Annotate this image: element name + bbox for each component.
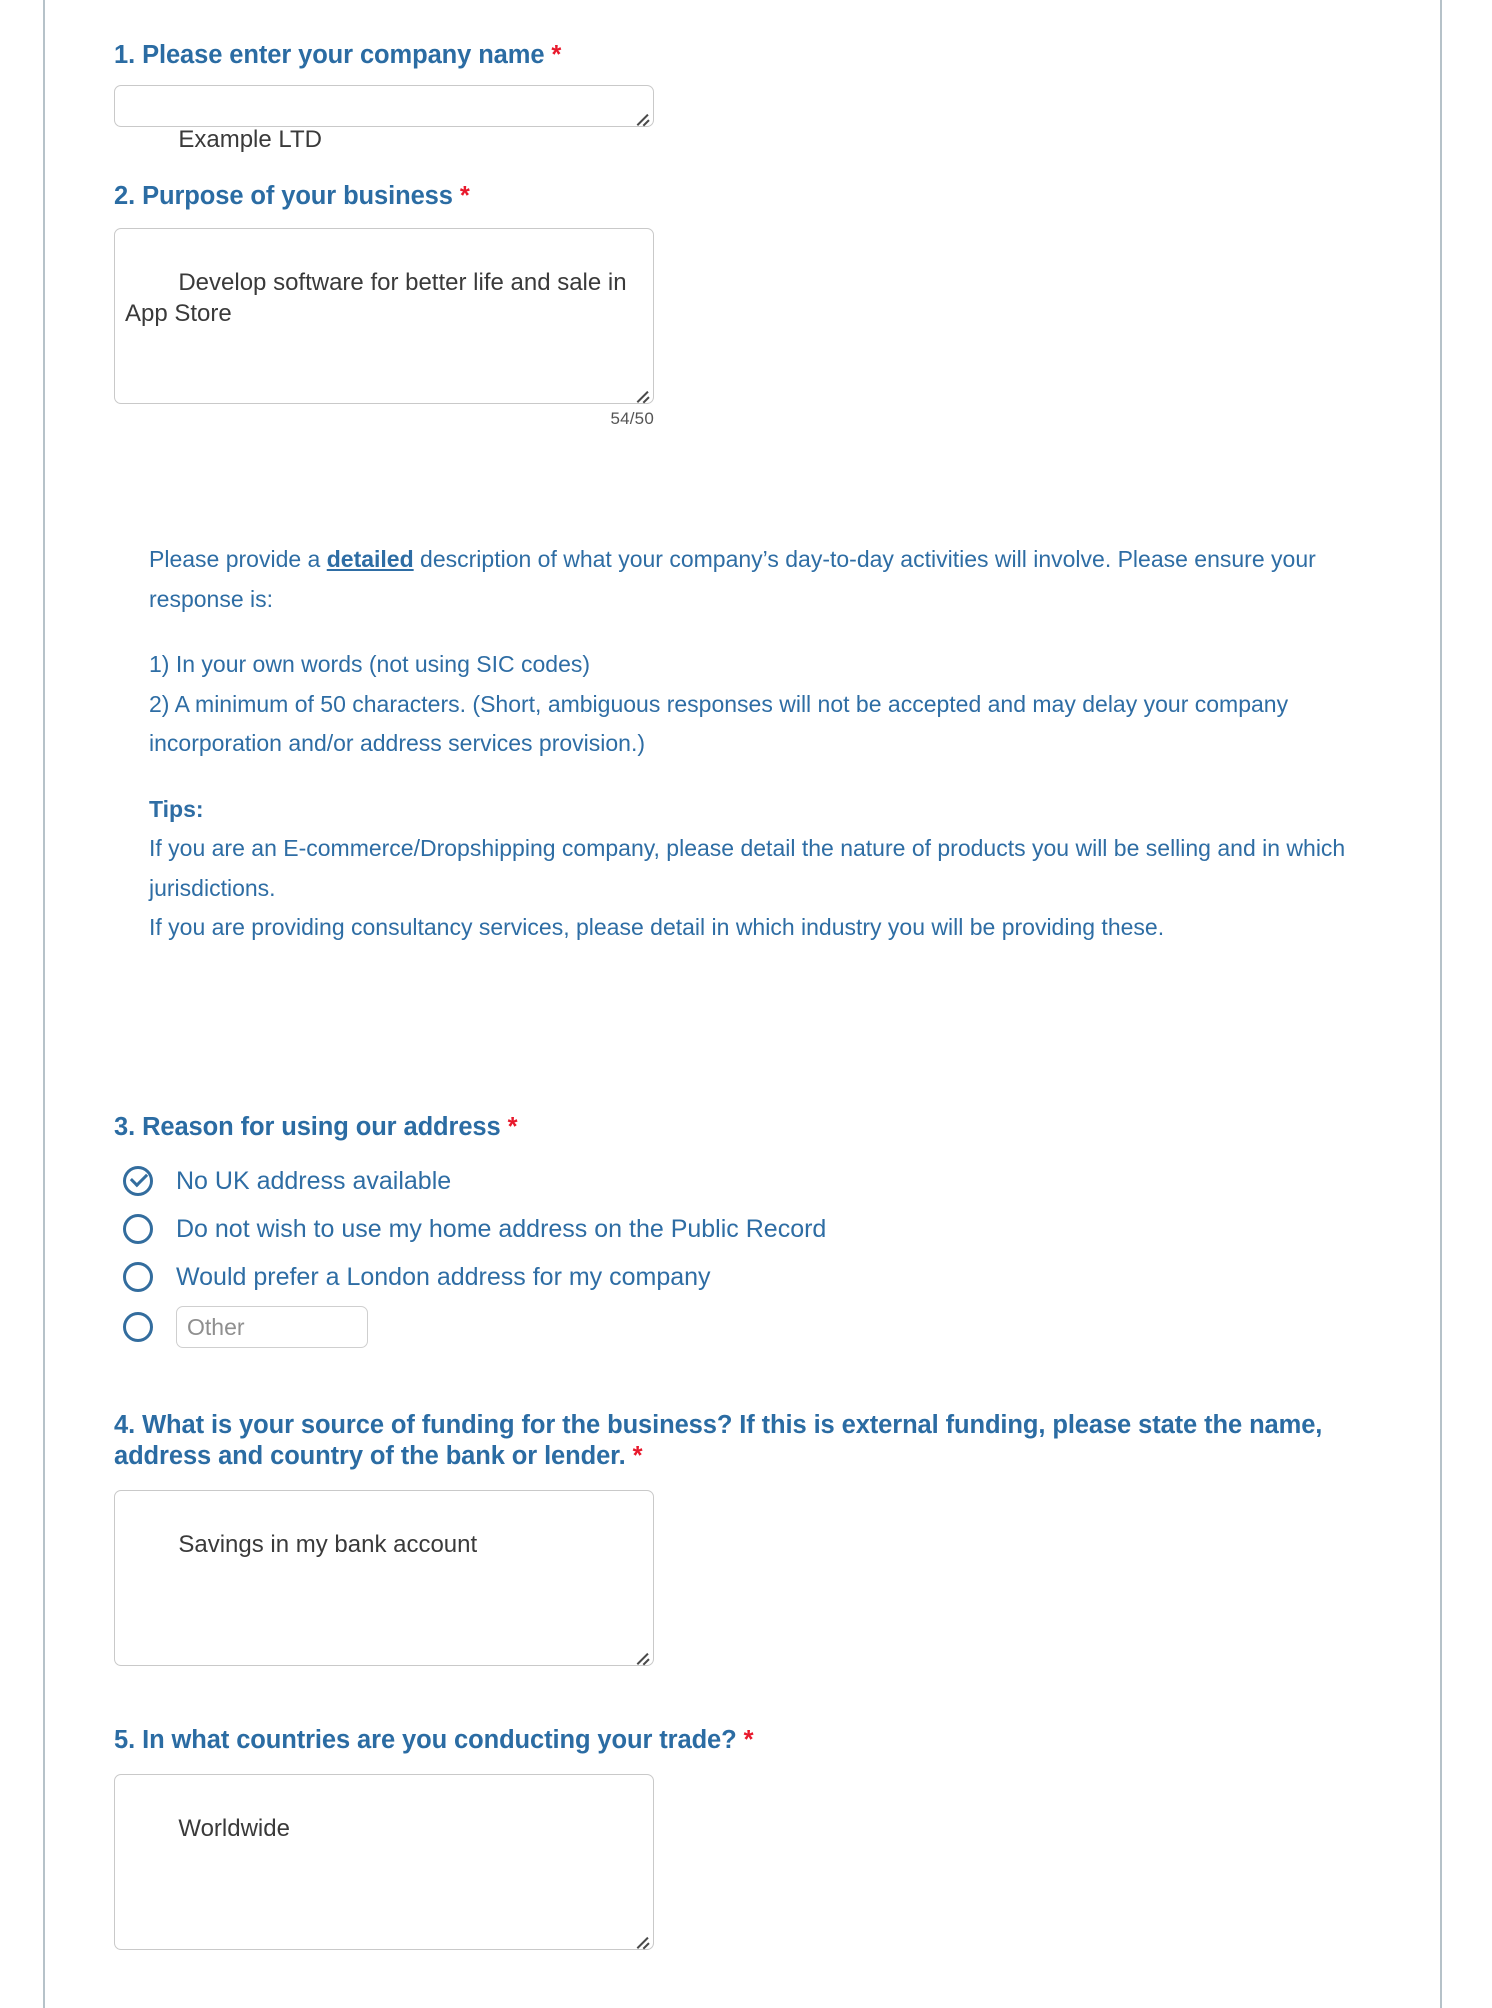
question-4-label: What is your source of funding for the business? If this is external funding, please state the name, address and country of the bank or lender. [114,1411,1323,1471]
tip-1: If you are an E-commerce/Dropshipping company, please detail the nature of products you will be selling and in which jurisdictions. [149,835,1346,901]
character-counter: 54/50 [610,409,654,429]
business-purpose-value: Develop software for better life and sale in App Store [125,269,632,328]
question-4-group [114,1410,1374,1666]
funding-source-textarea[interactable] [114,1490,654,1666]
question-4-number: 4. [114,1411,136,1439]
resize-handle-icon[interactable] [634,108,650,124]
radio-unselected-icon[interactable] [123,1214,153,1244]
address-reason-radio-group [114,1157,1404,1353]
tips-heading: Tips: [149,795,204,822]
radio-option-other[interactable] [114,1301,1404,1353]
radio-unselected-icon[interactable] [123,1312,153,1342]
radio-option-label: Would prefer a London address for my company [176,1262,711,1291]
guidance-block [149,540,1404,948]
question-1-label: Please enter your company name [142,41,545,69]
question-5-required-asterisk: * [743,1726,754,1754]
guidance-intro [149,540,1404,619]
funding-source-value: Savings in my bank account [178,1531,478,1559]
radio-option-no-uk-address[interactable] [114,1157,1404,1205]
radio-option-label: No UK address available [176,1166,452,1195]
question-2-group [114,181,1404,429]
question-3-required-asterisk: * [507,1113,518,1141]
question-5-group [114,1725,1404,1950]
question-3-label: Reason for using our address [142,1113,501,1141]
question-5-heading [114,1725,1404,1756]
question-1-heading [114,40,1404,71]
guidance-intro-emphasis: detailed [326,546,414,572]
guidance-item-1: 1) In your own words (not using SIC codes) [149,651,591,678]
question-3-heading [114,1112,1404,1143]
resize-handle-icon[interactable] [634,385,650,401]
question-4-heading [114,1410,1354,1472]
question-2-label: Purpose of your business [142,182,453,210]
guidance-intro-before: Please provide a [149,546,327,572]
resize-handle-icon[interactable] [634,1931,650,1947]
radio-option-london-address[interactable] [114,1253,1404,1301]
question-2-heading [114,181,1404,212]
question-4-required-asterisk: * [632,1442,643,1471]
radio-option-label: Do not wish to use my home address on the Public Record [176,1214,827,1243]
form-page-frame [43,0,1442,2008]
resize-handle-icon[interactable] [634,1647,650,1663]
question-1-group [114,40,1404,154]
question-1-number: 1. [114,41,136,69]
question-5-label: In what countries are you conducting your trade? [142,1726,737,1754]
radio-selected-icon[interactable] [123,1166,153,1196]
question-2-required-asterisk: * [459,182,470,210]
trade-countries-value: Worldwide [178,1815,290,1843]
radio-unselected-icon[interactable] [123,1262,153,1292]
guidance-intro-after: description of what your company’s day-to-day activities will involve. Please ensure your response is: [149,546,1316,612]
question-3-number: 3. [114,1113,136,1141]
question-1-required-asterisk: * [551,41,562,69]
question-2-number: 2. [114,182,136,210]
guidance-item-2: 2) A minimum of 50 characters. (Short, ambiguous responses will not be accepted and may delay your company incorporation and/or address services provision.) [149,690,1289,757]
radio-option-home-address-privacy[interactable] [114,1205,1404,1253]
company-name-value: Example LTD [178,126,322,154]
company-name-input[interactable] [114,85,654,154]
question-5-number: 5. [114,1726,136,1754]
tip-2: If you are providing consultancy services, please detail in which industry you will be providing these. [149,914,1165,941]
question-3-group [114,1112,1404,1353]
other-reason-input[interactable]: Other [176,1306,368,1348]
business-purpose-textarea[interactable] [114,228,654,404]
trade-countries-textarea[interactable] [114,1774,654,1950]
